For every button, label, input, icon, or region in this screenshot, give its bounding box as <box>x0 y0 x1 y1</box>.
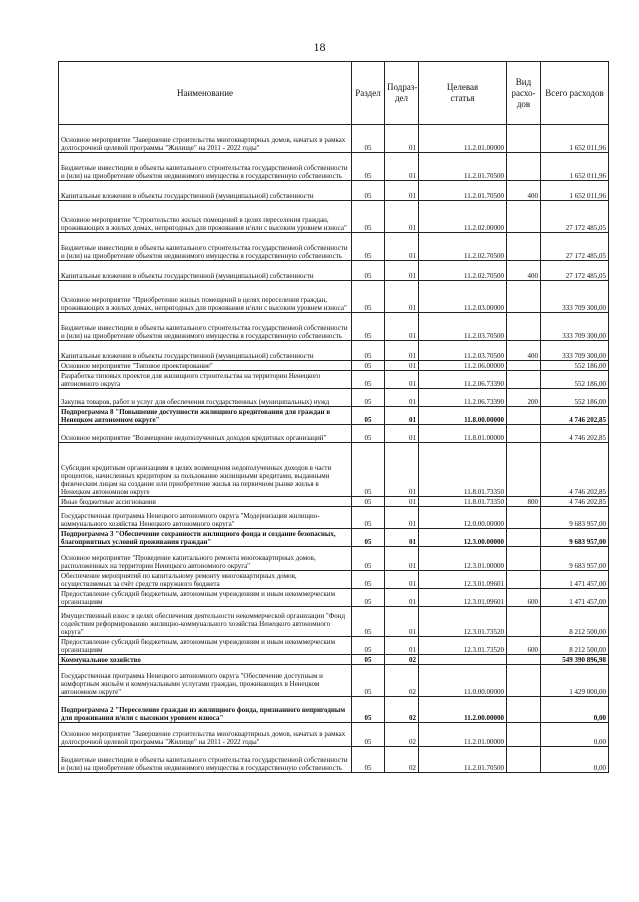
row-subsection-cell: 01 <box>385 589 419 607</box>
row-subsection-cell: 01 <box>385 341 419 361</box>
row-expense-type-cell: 800 <box>507 497 541 507</box>
table-row <box>59 607 609 637</box>
row-expense-type-cell <box>507 201 541 233</box>
table-row <box>59 723 609 747</box>
row-expense-type-cell: 600 <box>507 637 541 655</box>
budget-table <box>58 61 609 773</box>
row-section-cell: 05 <box>352 201 385 233</box>
row-section-cell: 05 <box>352 313 385 341</box>
row-subsection-cell: 01 <box>385 261 419 281</box>
row-section-cell: 05 <box>352 507 385 529</box>
row-subsection-cell: 01 <box>385 181 419 201</box>
row-target-cell: 11.2.02.00000 <box>419 201 507 233</box>
row-total-cell: 552 186,00 <box>541 389 609 407</box>
row-total-cell: 0,00 <box>541 697 609 723</box>
row-total-cell: 8 212 500,00 <box>541 607 609 637</box>
row-name-cell: Бюджетные инвестиции в объекты капитального строительства государственной собственности и (или) на приобретение объектов недвижимого имущества в государственную собственность <box>59 153 352 181</box>
row-subsection-cell: 02 <box>385 697 419 723</box>
row-subsection-cell: 01 <box>385 153 419 181</box>
row-name-cell: Обеспечение мероприятий по капитальному ремонту многоквартирных домов, осуществляемых за счёт средств окружного бюджета <box>59 571 352 589</box>
row-expense-type-cell <box>507 281 541 313</box>
row-subsection-cell: 01 <box>385 497 419 507</box>
row-total-cell: 549 390 896,98 <box>541 655 609 665</box>
row-section-cell: 05 <box>352 341 385 361</box>
row-total-cell: 8 212 500,00 <box>541 637 609 655</box>
row-subsection-cell: 02 <box>385 655 419 665</box>
row-target-cell: 11.2.01.70500 <box>419 747 507 773</box>
row-subsection-cell: 02 <box>385 747 419 773</box>
table-row <box>59 153 609 181</box>
row-subsection-cell: 01 <box>385 571 419 589</box>
row-section-cell: 05 <box>352 589 385 607</box>
row-name-cell: Основное мероприятие "Строительство жилых помещений в целях переселения граждан, проживающих в жилых домах, непригодных для проживания и/или с высоким уровнем износа" <box>59 201 352 233</box>
row-expense-type-cell <box>507 443 541 497</box>
row-total-cell: 27 172 485,05 <box>541 233 609 261</box>
row-subsection-cell: 01 <box>385 529 419 547</box>
row-target-cell: 12.3.00.00000 <box>419 529 507 547</box>
row-expense-type-cell <box>507 425 541 443</box>
row-section-cell: 05 <box>352 407 385 425</box>
row-name-cell: Подпрограмма 3 "Обеспечение сохранности жилищного фонда и создание безопасных, благоприятных условий проживания граждан" <box>59 529 352 547</box>
row-target-cell: 11.2.03.70500 <box>419 341 507 361</box>
row-target-cell: 12.3.01.09601 <box>419 589 507 607</box>
row-total-cell: 1 429 000,00 <box>541 665 609 697</box>
row-expense-type-cell <box>507 607 541 637</box>
table-row <box>59 529 609 547</box>
row-name-cell: Основное мероприятие "Проведение капитального ремонта многоквартирных домов, расположенных на территории Ненецкого автономного округа" <box>59 547 352 571</box>
header-subsection: Подраз- дел <box>385 62 419 125</box>
row-expense-type-cell <box>507 747 541 773</box>
table-row <box>59 655 609 665</box>
row-name-cell: Коммунальное хозяйство <box>59 655 352 665</box>
row-target-cell: 11.2.06.00000 <box>419 361 507 371</box>
row-section-cell: 05 <box>352 529 385 547</box>
row-name-cell: Разработка типовых проектов для жилищного строительства на территории Ненецкого автономного округа <box>59 371 352 389</box>
row-section-cell: 05 <box>352 655 385 665</box>
row-expense-type-cell: 400 <box>507 181 541 201</box>
row-section-cell: 05 <box>352 371 385 389</box>
row-name-cell: Бюджетные инвестиции в объекты капитального строительства государственной собственности и (или) на приобретение объектов недвижимого имущества в государственную собственность <box>59 233 352 261</box>
row-total-cell: 4 746 202,85 <box>541 425 609 443</box>
row-name-cell: Бюджетные инвестиции в объекты капитального строительства государственной собственности и (или) на приобретение объектов недвижимого имущества в государственную собственность <box>59 313 352 341</box>
row-subsection-cell: 01 <box>385 361 419 371</box>
row-subsection-cell: 01 <box>385 125 419 153</box>
table-row <box>59 125 609 153</box>
row-expense-type-cell <box>507 571 541 589</box>
row-expense-type-cell: 400 <box>507 261 541 281</box>
row-expense-type-cell <box>507 529 541 547</box>
row-target-cell: 11.2.02.70500 <box>419 261 507 281</box>
row-total-cell: 1 471 457,00 <box>541 571 609 589</box>
row-expense-type-cell <box>507 547 541 571</box>
row-target-cell: 11.8.01.73350 <box>419 443 507 497</box>
table-row <box>59 637 609 655</box>
row-name-cell: Основное мероприятие "Возмещение недополученных доходов кредитных организаций" <box>59 425 352 443</box>
table-row <box>59 361 609 371</box>
table-row <box>59 201 609 233</box>
table-row <box>59 571 609 589</box>
table-row <box>59 425 609 443</box>
row-subsection-cell: 01 <box>385 507 419 529</box>
row-total-cell: 1 652 011,96 <box>541 181 609 201</box>
row-section-cell: 05 <box>352 425 385 443</box>
row-subsection-cell: 01 <box>385 281 419 313</box>
row-subsection-cell: 02 <box>385 665 419 697</box>
table-row <box>59 443 609 497</box>
row-name-cell: Бюджетные инвестиции в объекты капитального строительства государственной собственности и (или) на приобретение объектов недвижимого имущества в государственную собственность <box>59 747 352 773</box>
row-section-cell: 05 <box>352 497 385 507</box>
row-total-cell: 552 186,00 <box>541 361 609 371</box>
row-section-cell: 05 <box>352 637 385 655</box>
row-section-cell: 05 <box>352 443 385 497</box>
row-target-cell: 11.8.00.00000 <box>419 407 507 425</box>
row-total-cell: 0,00 <box>541 723 609 747</box>
table-row <box>59 697 609 723</box>
row-expense-type-cell <box>507 125 541 153</box>
row-subsection-cell: 01 <box>385 425 419 443</box>
row-subsection-cell: 01 <box>385 607 419 637</box>
row-subsection-cell: 01 <box>385 201 419 233</box>
row-name-cell: Имущественный взнос в целях обеспечения деятельности некоммерческой организации "Фонд содействия реформированию жилищно-коммунального хозяйства Ненецкого автономного округа" <box>59 607 352 637</box>
row-total-cell: 552 186,00 <box>541 371 609 389</box>
row-name-cell: Предоставление субсидий бюджетным, автономным учреждениям и иным некоммерческим организациям <box>59 589 352 607</box>
row-target-cell: 11.2.03.70500 <box>419 313 507 341</box>
row-subsection-cell: 01 <box>385 443 419 497</box>
row-target-cell: 11.2.01.70500 <box>419 181 507 201</box>
table-row <box>59 233 609 261</box>
row-total-cell: 333 709 300,00 <box>541 313 609 341</box>
row-name-cell: Капитальные вложения в объекты государственной (муниципальной) собственности <box>59 261 352 281</box>
row-section-cell: 05 <box>352 697 385 723</box>
row-target-cell: 11.2.06.73390 <box>419 389 507 407</box>
row-expense-type-cell: 200 <box>507 389 541 407</box>
row-expense-type-cell: 400 <box>507 341 541 361</box>
row-name-cell: Основное мероприятие "Приобретение жилых помещений в целях переселения граждан, проживающих в жилых домах, непригодных для проживания и/или с высоким уровнем износа" <box>59 281 352 313</box>
row-subsection-cell: 02 <box>385 723 419 747</box>
row-subsection-cell: 01 <box>385 637 419 655</box>
row-expense-type-cell: 600 <box>507 589 541 607</box>
row-total-cell: 333 709 300,00 <box>541 281 609 313</box>
row-name-cell: Капитальные вложения в объекты государственной (муниципальной) собственности <box>59 341 352 361</box>
row-name-cell: Основное мероприятие "Завершение строительства многоквартирных домов, начатых в рамках долгосрочной целевой программы "Жилище" на 2011 - 2022 годы" <box>59 723 352 747</box>
header-section: Раздел <box>352 62 385 125</box>
row-target-cell: 11.2.01.00000 <box>419 125 507 153</box>
row-section-cell: 05 <box>352 153 385 181</box>
row-expense-type-cell <box>507 313 541 341</box>
table-row <box>59 371 609 389</box>
row-target-cell: 11.8.01.00000 <box>419 425 507 443</box>
row-total-cell: 9 683 957,00 <box>541 507 609 529</box>
row-section-cell: 05 <box>352 181 385 201</box>
row-subsection-cell: 01 <box>385 313 419 341</box>
row-target-cell: 12.0.00.00000 <box>419 507 507 529</box>
row-name-cell: Предоставление субсидий бюджетным, автономным учреждениям и иным некоммерческим организациям <box>59 637 352 655</box>
row-name-cell: Государственная программа Ненецкого автономного округа "Обеспечение доступным и комфортным жильём и коммунальными услугами граждан, проживающих в Ненецком автономном округе" <box>59 665 352 697</box>
row-expense-type-cell <box>507 697 541 723</box>
row-section-cell: 05 <box>352 233 385 261</box>
table-row <box>59 665 609 697</box>
row-expense-type-cell <box>507 153 541 181</box>
row-total-cell: 1 652 011,96 <box>541 125 609 153</box>
row-section-cell: 05 <box>352 571 385 589</box>
row-total-cell: 333 709 300,00 <box>541 341 609 361</box>
row-total-cell: 4 746 202,85 <box>541 497 609 507</box>
row-total-cell: 9 683 957,00 <box>541 529 609 547</box>
row-target-cell: 11.2.01.70500 <box>419 153 507 181</box>
row-target-cell: 11.0.00.00000 <box>419 665 507 697</box>
row-expense-type-cell <box>507 233 541 261</box>
table-row <box>59 497 609 507</box>
table-row <box>59 261 609 281</box>
table-row <box>59 281 609 313</box>
row-name-cell: Подпрограмма 2 "Переселение граждан из жилищного фонда, признанного непригодным для проживания и/или с высоким уровнем износа" <box>59 697 352 723</box>
table-row <box>59 181 609 201</box>
row-total-cell: 0,00 <box>541 747 609 773</box>
row-subsection-cell: 01 <box>385 407 419 425</box>
row-name-cell: Закупка товаров, работ и услуг для обеспечения государственных (муниципальных) нужд <box>59 389 352 407</box>
row-total-cell: 4 746 202,85 <box>541 443 609 497</box>
row-section-cell: 05 <box>352 389 385 407</box>
row-target-cell: 11.2.06.73390 <box>419 371 507 389</box>
table-row <box>59 341 609 361</box>
header-expense-type: Вид расхо- дов <box>507 62 541 125</box>
table-header-row <box>59 62 609 125</box>
row-target-cell: 11.2.01.00000 <box>419 723 507 747</box>
row-target-cell: 11.8.01.73350 <box>419 497 507 507</box>
row-expense-type-cell <box>507 723 541 747</box>
row-expense-type-cell <box>507 371 541 389</box>
table-row <box>59 507 609 529</box>
row-target-cell: 12.3.01.00000 <box>419 547 507 571</box>
row-expense-type-cell <box>507 507 541 529</box>
row-section-cell: 05 <box>352 607 385 637</box>
table-row <box>59 389 609 407</box>
table-row <box>59 407 609 425</box>
row-target-cell: 11.2.02.70500 <box>419 233 507 261</box>
row-total-cell: 9 683 957,00 <box>541 547 609 571</box>
table-row <box>59 313 609 341</box>
row-subsection-cell: 01 <box>385 547 419 571</box>
row-expense-type-cell <box>507 361 541 371</box>
row-total-cell: 27 172 485,05 <box>541 261 609 281</box>
row-name-cell: Подпрограмма 8 "Повышение доступности жилищного кредитования для граждан в Ненецком автономном округе" <box>59 407 352 425</box>
row-section-cell: 05 <box>352 547 385 571</box>
row-section-cell: 05 <box>352 261 385 281</box>
row-total-cell: 27 172 485,05 <box>541 201 609 233</box>
row-target-cell: 11.2.00.00000 <box>419 697 507 723</box>
row-section-cell: 05 <box>352 723 385 747</box>
row-target-cell: 12.3.01.73520 <box>419 637 507 655</box>
row-name-cell: Государственная программа Ненецкого автономного округа "Модернизация жилищно-коммунального хозяйства Ненецкого автономного округа" <box>59 507 352 529</box>
header-name: Наименование <box>59 62 352 125</box>
header-target: Целевая статья <box>419 62 507 125</box>
row-section-cell: 05 <box>352 125 385 153</box>
row-section-cell: 05 <box>352 281 385 313</box>
header-total: Всего расходов <box>541 62 609 125</box>
row-name-cell: Субсидии кредитным организациям в целях возмещения недополученных доходов в части процентов, начисленных кредитором за пользование жилищными кредитами, выданными физическим лицам на создание или приобретение жилья на первичном рынке жилья в Ненецком автономном округе <box>59 443 352 497</box>
row-total-cell: 1 471 457,00 <box>541 589 609 607</box>
row-section-cell: 05 <box>352 747 385 773</box>
table-row <box>59 747 609 773</box>
table-row <box>59 589 609 607</box>
row-subsection-cell: 01 <box>385 389 419 407</box>
table-row <box>59 547 609 571</box>
row-name-cell: Основное мероприятие "Завершение строительства многоквартирных домов, начатых в рамках долгосрочной целевой программы "Жилище" на 2011 - 2022 годы" <box>59 125 352 153</box>
page-number: 18 <box>313 40 326 54</box>
row-name-cell: Иные бюджетные ассигнования <box>59 497 352 507</box>
row-expense-type-cell <box>507 665 541 697</box>
row-target-cell: 12.3.01.73520 <box>419 607 507 637</box>
row-target-cell: 11.2.03.00000 <box>419 281 507 313</box>
row-section-cell: 05 <box>352 361 385 371</box>
row-section-cell: 05 <box>352 665 385 697</box>
row-subsection-cell: 01 <box>385 371 419 389</box>
row-expense-type-cell <box>507 655 541 665</box>
row-target-cell: 12.3.01.09601 <box>419 571 507 589</box>
row-name-cell: Капитальные вложения в объекты государственной (муниципальной) собственности <box>59 181 352 201</box>
row-name-cell: Основное мероприятие "Типовое проектирование" <box>59 361 352 371</box>
row-total-cell: 1 652 011,96 <box>541 153 609 181</box>
row-target-cell <box>419 655 507 665</box>
row-subsection-cell: 01 <box>385 233 419 261</box>
row-total-cell: 4 746 202,85 <box>541 407 609 425</box>
row-expense-type-cell <box>507 407 541 425</box>
